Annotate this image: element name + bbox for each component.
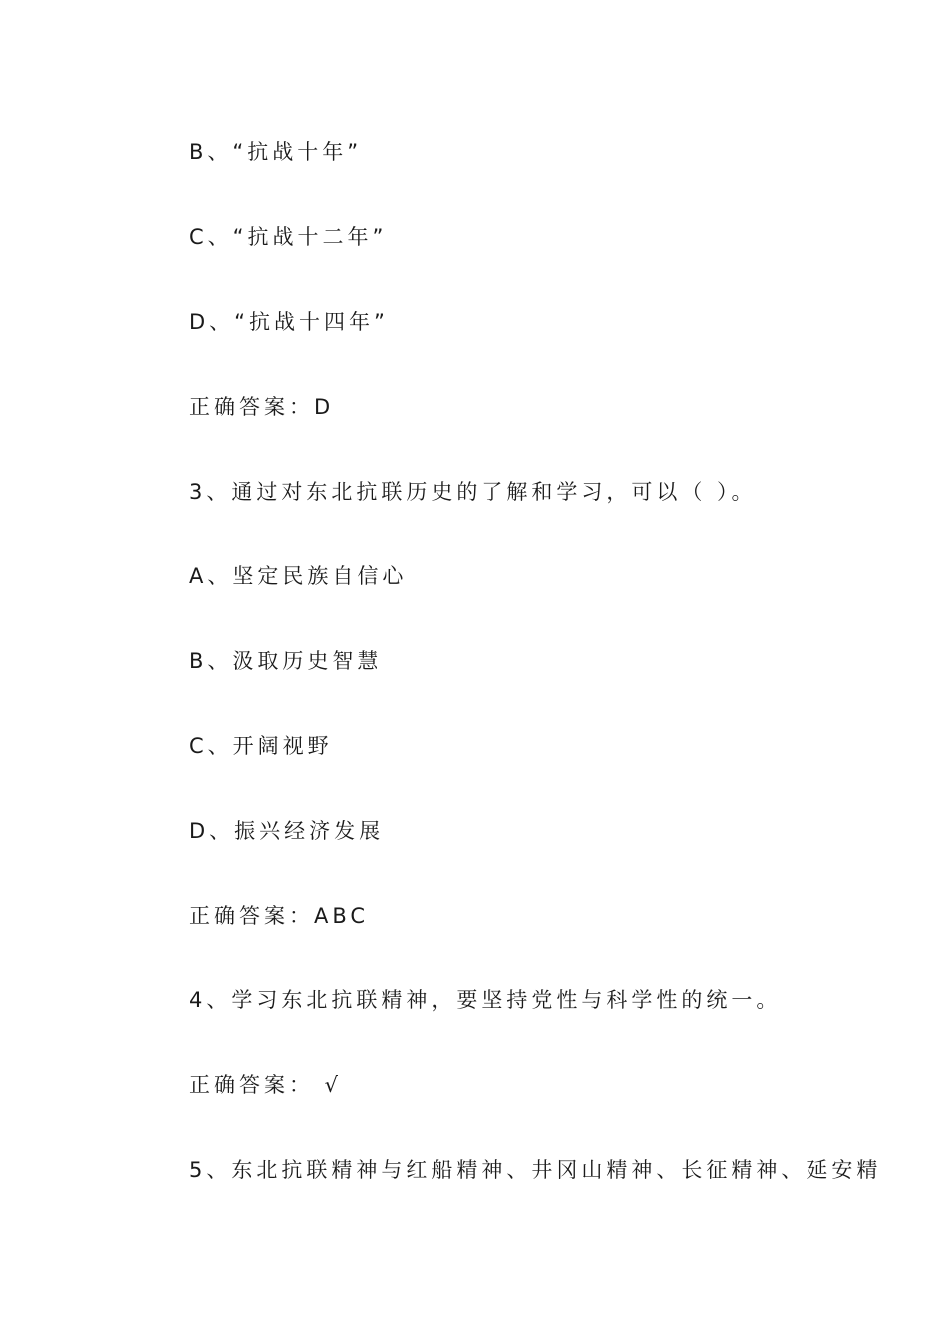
q3-question: 3、通过对东北抗联历史的了解和学习，可以（ ）。 — [189, 480, 757, 504]
q3-option-b: B、汲取历史智慧 — [189, 649, 383, 673]
q2-answer: 正确答案：D — [189, 395, 335, 419]
q3-answer: 正确答案：ABC — [189, 904, 370, 928]
q3-option-d: D、振兴经济发展 — [189, 819, 385, 843]
q4-question: 4、学习东北抗联精神，要坚持党性与科学性的统一。 — [189, 988, 782, 1012]
q4-answer: 正确答案： √ — [189, 1073, 343, 1097]
q2-option-d: D、“抗战十四年” — [189, 310, 389, 334]
q5-question: 5、东北抗联精神与红船精神、井冈山精神、长征精神、延安精 — [189, 1158, 882, 1182]
q2-option-c: C、“抗战十二年” — [189, 225, 388, 249]
q3-option-c: C、开阔视野 — [189, 734, 333, 758]
q2-option-b: B、“抗战十年” — [189, 140, 363, 164]
q3-option-a: A、坚定民族自信心 — [189, 564, 408, 588]
